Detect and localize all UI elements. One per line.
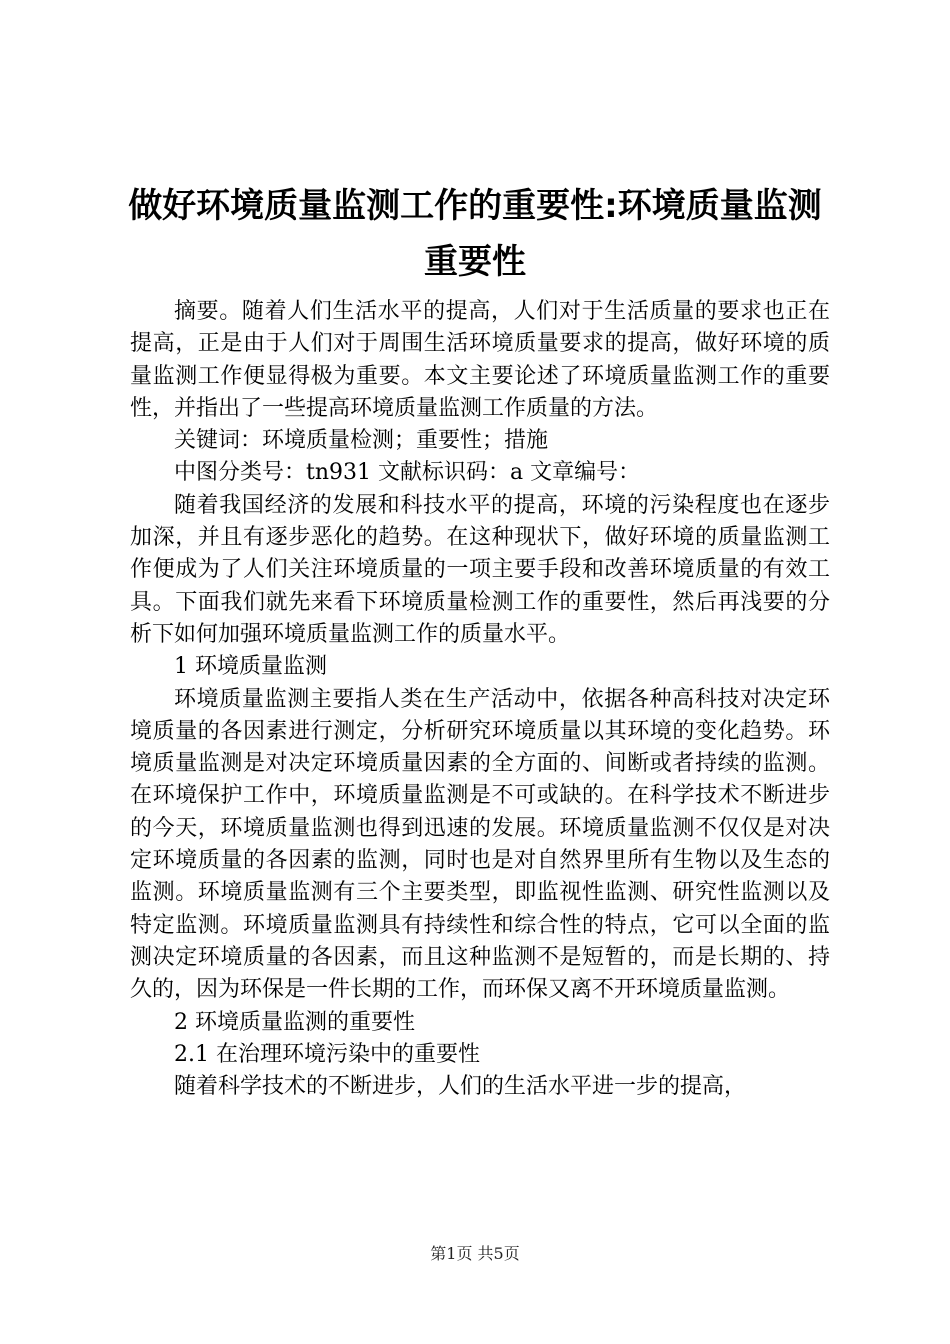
- section-heading-2: 2 环境质量监测的重要性: [174, 1009, 415, 1035]
- intro-paragraph: 随着我国经济的发展和科技水平的提高，环境的污染程度也在逐步加深，并且有逐步恶化的趋势。在这种现状下，做好环境的质量监测工作便成为了人们关注环境质量的一项主要手段和改善环境质量的有效工具。下面我们就先来看下环境质量检测工作的重要性，然后再浅要的分析下如何加强环境质量监测工作的质量水平。: [130, 492, 830, 647]
- page-footer: 第1页 共5页: [430, 1244, 520, 1263]
- section-heading-1: 1 环境质量监测: [174, 654, 327, 680]
- document-title: 做好环境质量监测工作的重要性:环境质量监测重要性: [128, 186, 822, 282]
- abstract-paragraph: 摘要。随着人们生活水平的提高，人们对于生活质量的要求也正在提高，正是由于人们对于周围生活环境质量要求的提高，做好环境的质量监测工作便显得极为重要。本文主要论述了环境质量监测工作的重要性，并指出了一些提高环境质量监测工作质量的方法。: [130, 299, 830, 421]
- keywords-line: 关键词：环境质量检测；重要性；措施: [174, 428, 549, 454]
- subsection-heading-2-1: 2.1 在治理环境污染中的重要性: [174, 1041, 480, 1067]
- document-body: [130, 296, 830, 1103]
- section-1-paragraph: 环境质量监测主要指人类在生产活动中，依据各种高科技对决定环境质量的各因素进行测定，分析研究环境质量以其环境的变化趋势。环境质量监测是对决定环境质量因素的全方面的、间断或者持续的监测。在环境保护工作中，环境质量监测是不可或缺的。在科学技术不断进步的今天，环境质量监测也得到迅速的发展。环境质量监测不仅仅是对决定环境质量的各因素的监测，同时也是对自然界里所有生物以及生态的监测。环境质量监测有三个主要类型，即监视性监测、研究性监测以及特定监测。环境质量监测具有持续性和综合性的特点，它可以全面的监测决定环境质量的各因素，而且这种监测不是短暂的，而是长期的、持久的，因为环保是一件长期的工作，而环保又离不开环境质量监测。: [130, 686, 830, 1003]
- classification-line: 中图分类号：tn931 文献标识码：a 文章编号：: [174, 460, 641, 486]
- subsection-2-1-paragraph: 随着科学技术的不断进步，人们的生活水平进一步的提高，: [174, 1074, 747, 1100]
